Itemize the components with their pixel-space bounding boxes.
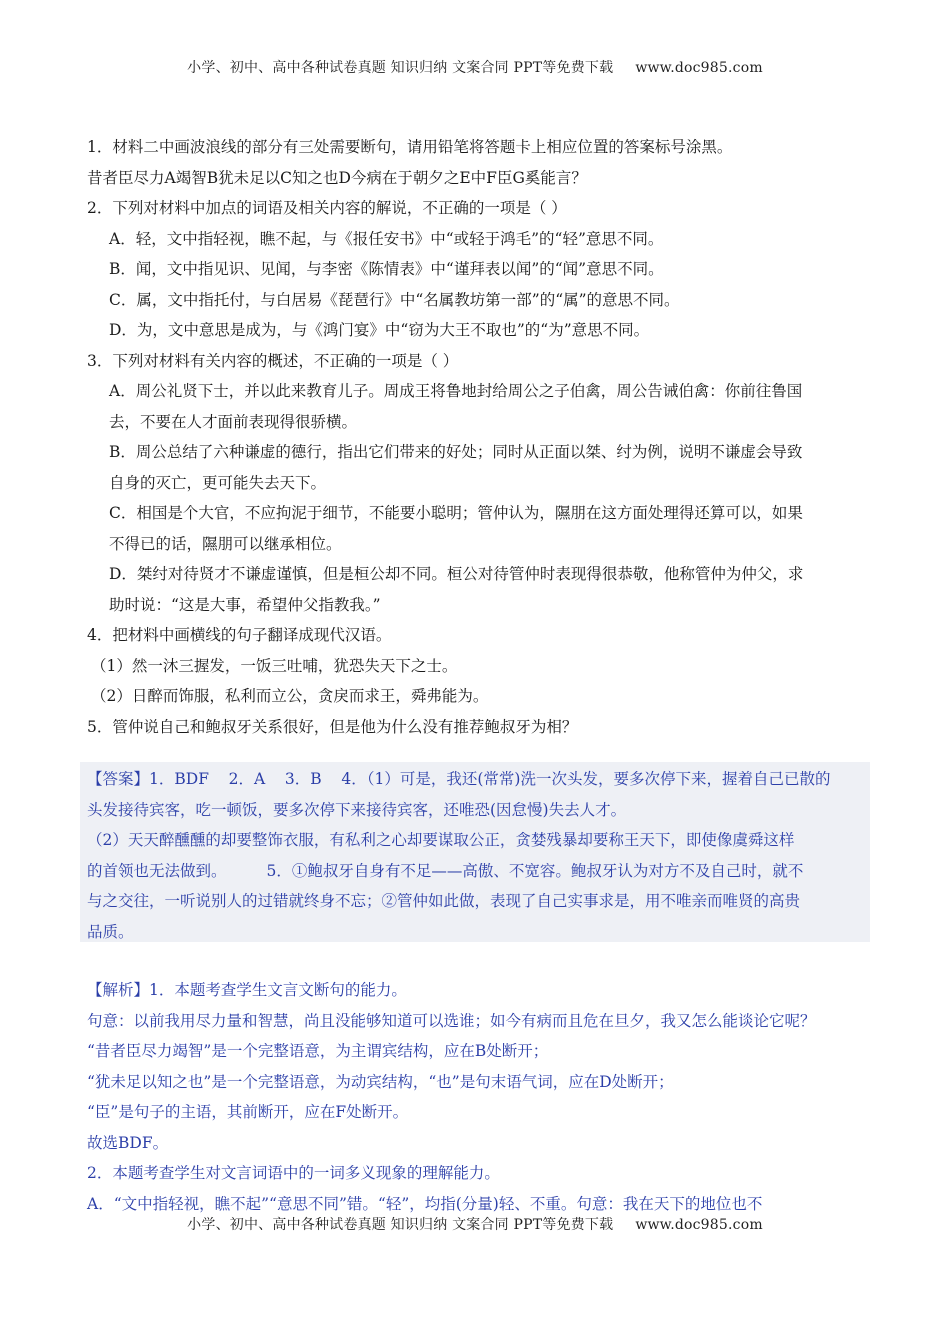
answer-line-2: 头发接待宾客，吃一顿饭，要多次停下来接待宾客，还唯恐(因怠慢)失去人才。 [87, 800, 627, 819]
header-site-link[interactable]: www.doc985.com [635, 60, 763, 76]
question-4: 4．把材料中画横线的句子翻译成现代汉语。 [87, 626, 392, 644]
question-1: 1．材料二中画波浪线的部分有三处需要断句，请用铅笔将答题卡上相应位置的答案标号涂黑。 [87, 138, 733, 156]
question-3: 3．下列对材料有关内容的概述，不正确的一项是（ ） [87, 351, 459, 370]
footer-site-link[interactable]: www.doc985.com [635, 1217, 763, 1233]
footer-text: 小学、初中、高中各种试卷真题 知识归纳 文案合同 PPT等免费下载 [187, 1217, 614, 1233]
analysis-line-6: 故选BDF。 [87, 1133, 169, 1152]
analysis-section [87, 975, 877, 1219]
answer-line-6: 与之交往，一听说别人的过错就终身不忘；②管仲如此做，表现了自己实事求是，用不唯亲而唯贤的高贵 [87, 892, 801, 910]
answer-section [87, 764, 877, 947]
question-3-option-c: C．相国是个大官，不应拘泥于细节，不能要小聪明；管仲认为，隰朋在这方面处理得还算可以，如果 [109, 504, 803, 522]
question-4-item-2: （2）日醉而饰服，私利而立公，贪戾而求王，舜弗能为。 [91, 687, 489, 705]
analysis-tag: 【解析】 [87, 981, 150, 999]
question-2: 2．下列对材料中加点的词语及相关内容的解说，不正确的一项是（ ） [87, 199, 567, 217]
question-4-item-1: （1）然一沐三握发，一饭三吐哺，犹恐失天下之士。 [91, 656, 458, 675]
question-3-option-b-cont: 自身的灭亡，更可能失去天下。 [109, 473, 327, 492]
question-2-option-a: A．轻，文中指轻视，瞧不起，与《报任安书》中“或轻于鸿毛”的“轻”意思不同。 [109, 229, 664, 248]
question-3-option-d-cont: 助时说：“这是大事，希望仲父指教我。” [109, 595, 381, 614]
analysis-line-2: 句意：以前我用尽力量和智慧，尚且没能够知道可以选谁；如今有病而且危在旦夕，我又怎么能谈论它呢？ [87, 1011, 816, 1030]
page-header [0, 57, 950, 77]
answer-line-3: （2）天天醉醺醺的却要整饰衣服，有私利之心却要谋取公正，贪婪残暴却要称王天下，即使像虞舜这样 [87, 831, 795, 849]
analysis-line-3: “昔者臣尽力竭智”是一个完整语意，为主谓宾结构，应在B处断开； [87, 1042, 549, 1060]
answer-tag: 【答案】 [87, 770, 150, 788]
header-text: 小学、初中、高中各种试卷真题 知识归纳 文案合同 PPT等免费下载 [187, 60, 614, 76]
analysis-line-4: “犹未足以知之也”是一个完整语意，为动宾结构，“也”是句末语气词，应在D处断开； [87, 1072, 674, 1091]
question-3-option-d: D．桀纣对待贤才不谦虚谨慎，但是桓公却不同。桓公对待管仲时表现得很恭敬，他称管仲为仲父，求 [109, 565, 804, 583]
analysis-line-8: A．“文中指轻视，瞧不起”“意思不同”错。“轻”，均指(分量)轻、不重。句意：我在天下的地位也不 [87, 1194, 763, 1213]
answer-line-1: 1．BDF 2．A 3．B 4．（1）可是，我还(常常)洗一次头发，要多次停下来，握着自己已散的 [149, 770, 831, 788]
answer-line-5: 5．①鲍叔牙自身有不足——高傲、不宽容。鲍叔牙认为对方不及自己时，就不 [266, 861, 804, 880]
question-2-option-b: B．闻，文中指见识、见闻，与李密《陈情表》中“谨拜表以闻”的“闻”意思不同。 [109, 260, 664, 278]
analysis-line-1: 1．本题考查学生文言文断句的能力。 [149, 981, 407, 999]
analysis-line-5: “臣”是句子的主语，其前断开，应在F处断开。 [87, 1103, 409, 1121]
question-3-option-a: A．周公礼贤下士，并以此来教育儿子。周成王将鲁地封给周公之子伯禽，周公告诫伯禽：你前往鲁国 [109, 382, 803, 400]
page-footer [0, 1214, 950, 1234]
questions-section [87, 132, 867, 742]
question-3-option-b: B．周公总结了六种谦虚的德行，指出它们带来的好处；同时从正面以桀、纣为例，说明不谦虚会导致 [109, 443, 803, 461]
question-1-text: 昔者臣尽力A竭智B犹未足以C知之也D今病在于朝夕之E中F臣G奚能言？ [87, 168, 587, 187]
question-3-option-c-cont: 不得已的话，隰朋可以继承相位。 [109, 534, 342, 553]
answer-line-7: 品质。 [87, 922, 134, 941]
question-2-option-c: C．属，文中指托付，与白居易《琵琶行》中“名属教坊第一部”的“属”的意思不同。 [109, 290, 680, 309]
question-2-option-d: D．为，文中意思是成为，与《鸿门宴》中“窃为大王不取也”的“为”意思不同。 [109, 321, 650, 339]
answer-line-4: 的首领也无法做到。 [87, 861, 227, 880]
question-5: 5．管仲说自己和鲍叔牙关系很好，但是他为什么没有推荐鲍叔牙为相？ [87, 717, 578, 736]
analysis-line-7: 2．本题考查学生对文言词语中的一词多义现象的理解能力。 [87, 1164, 500, 1182]
question-3-option-a-cont: 去，不要在人才面前表现得很骄横。 [109, 412, 358, 431]
